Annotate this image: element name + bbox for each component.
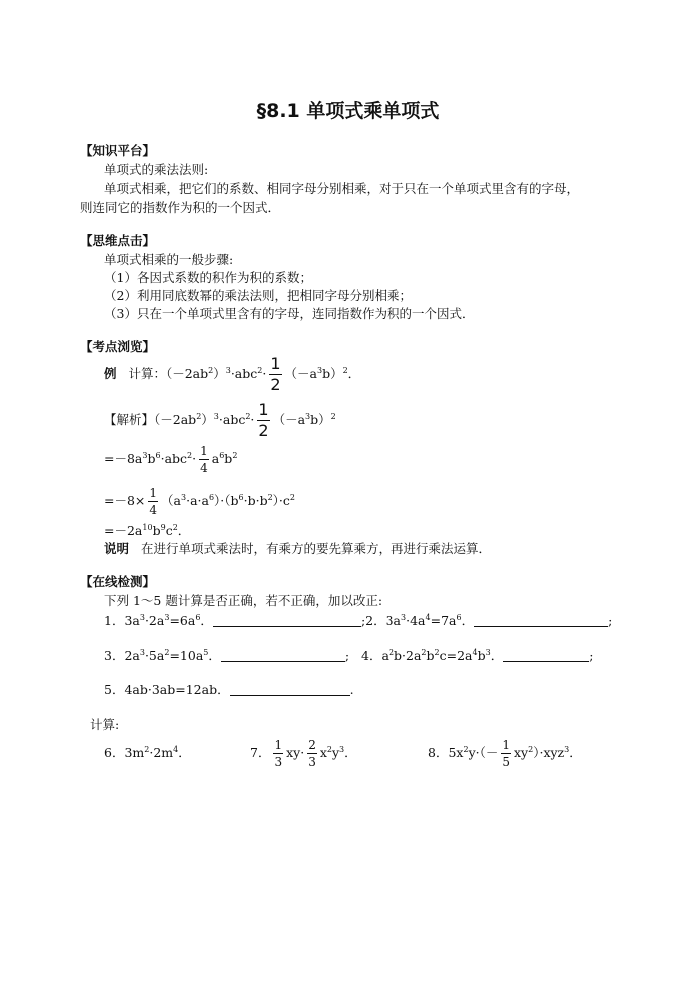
step-3: （3）只在一个单项式里含有的字母，连同指数作为积的一个因式． [104, 306, 475, 321]
compute-label: 计算: [90, 717, 120, 732]
answer-blank-3[interactable] [221, 649, 345, 662]
fraction-half: $\frac{1}{2}$ [270, 354, 281, 394]
question-6: 6．$3m^2\cdot 2m^4$． [104, 745, 191, 760]
steps-intro: 单项式相乘的一般步骤: [104, 252, 234, 267]
note-line [104, 541, 491, 557]
note-text: 在进行单项式乘法时，有乘方的要先算乘方，再进行乘法运算． [140, 541, 491, 556]
solution-result: $=-2a^{10}b^9c^2$． [104, 523, 191, 538]
rule-title: 单项式的乘法法则: [104, 162, 209, 177]
question-5: 5．4ab·3ab=12ab． . [104, 682, 354, 697]
question-1: 1．$3a^3\cdot 2a^3=6a^6$． ;2．$3a^3\cdot 4a^4=7a^6$． ; [104, 613, 613, 628]
step-2: （2）利用同底数幂的乘法法则，把相同字母分别相乘； [104, 288, 412, 303]
fraction-quarter-2: $\frac{1}{4}$ [149, 486, 158, 517]
analysis-line: 【解析】$(-2ab^2)^3\cdot abc^2\cdot$ $\frac{1}{2}$ $(-a^3b)^2$ [104, 400, 336, 440]
analysis-label: 【解析】 [104, 412, 155, 427]
solution-step-2: =－8× $\frac{1}{4}$ $(a^3\cdot a\cdot a^6)\cdot(b^6\cdot b\cdot b^2)\cdot c^2$ [104, 486, 295, 517]
section-heading-overview: 【考点浏览】 [80, 339, 156, 354]
solution-step-1: $=-8a^3b^6\cdot abc^2\cdot$ $\frac{1}{4}$ $a^6b^2$ [104, 444, 238, 475]
answer-blank-1[interactable] [213, 614, 361, 627]
page-title: §8.1 单项式乘单项式 [256, 100, 440, 122]
answer-blank-5[interactable] [230, 683, 350, 696]
example-line: 例 计算：$(-2ab^2)^3\cdot abc^2\cdot$ $\frac{1}{2}$ $(-a^3b)^2$． [104, 354, 361, 394]
rule-line-2: 则连同它的指数作为积的一个因式． [80, 200, 281, 215]
online-intro: 下列 1～5 题计算是否正确，若不正确，加以改正: [104, 593, 383, 608]
question-3: 3．$2a^3\cdot 5a^2=10a^5$． ; 4．$a^2b\cdot 2a^2b^2c=2a^4b^3$． ; [104, 648, 594, 663]
question-7: 7． $\frac{1}{3}$ xy· $\frac{2}{3}$ $x^2y^3$． [250, 738, 357, 769]
example-expression-prefix: 计算：（－2ab [128, 366, 209, 381]
question-8: 8．$5x^2y\cdot(-$ $\frac{1}{5}$ $xy^2)\cdot xyz^3$． [428, 738, 582, 769]
answer-blank-2[interactable] [474, 614, 608, 627]
example-label: 例 [104, 366, 117, 381]
step-1: （1）各因式系数的积作为积的系数； [104, 270, 312, 285]
rule-line-1: 单项式相乘，把它们的系数、相同字母分别相乘，对于只在一个单项式里含有的字母， [104, 181, 580, 196]
section-heading-thinking: 【思维点击】 [80, 233, 156, 248]
section-heading-online: 【在线检测】 [80, 574, 156, 589]
answer-blank-4[interactable] [503, 649, 589, 662]
fraction-half-2: $\frac{1}{2}$ [258, 400, 269, 440]
section-heading-knowledge: 【知识平台】 [80, 143, 156, 158]
note-label: 说明 [104, 541, 130, 556]
fraction-quarter: $\frac{1}{4}$ [200, 444, 208, 475]
